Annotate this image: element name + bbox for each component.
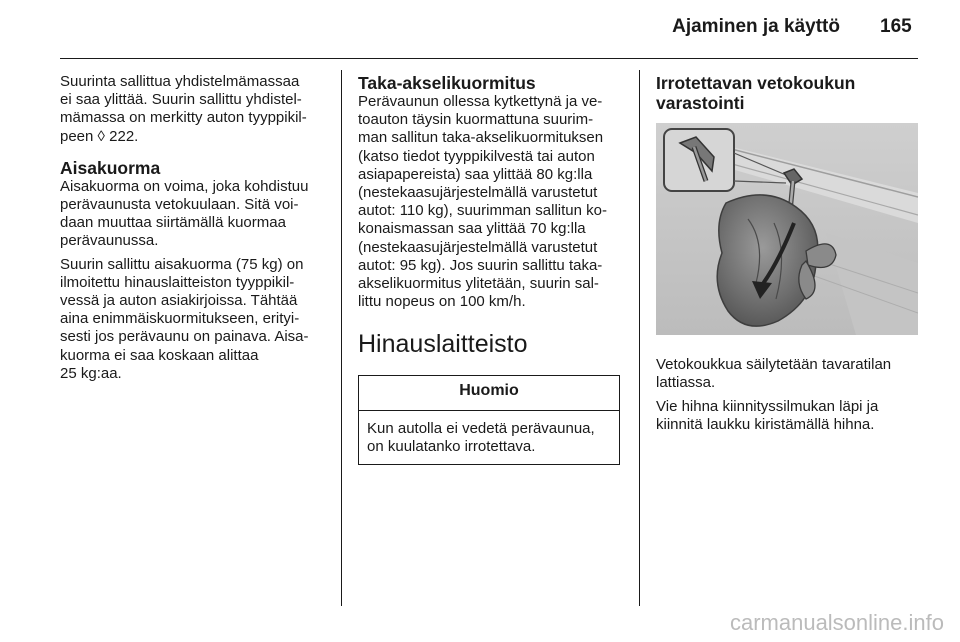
column-3 bbox=[656, 73, 921, 439]
notice-box bbox=[358, 375, 620, 465]
column-2 bbox=[358, 73, 628, 465]
watermark: carmanualsonline.info bbox=[729, 610, 944, 635]
column-divider-2 bbox=[639, 70, 640, 606]
heading-aisakuorma: Aisakuorma bbox=[60, 157, 161, 178]
header-title: Ajaminen ja käyttö bbox=[672, 16, 840, 37]
page-reference-arrow-icon: ◊ bbox=[97, 127, 105, 145]
storage-paragraph-1: Vetokoukkua säilytetään tavaratilan lattiassa. bbox=[656, 356, 892, 392]
heading-taka-akselikuormitus: Taka-akselikuormitus bbox=[358, 73, 536, 93]
column-divider-1 bbox=[341, 70, 342, 606]
aisakuorma-paragraph-1: Aisakuorma on voima, joka kohdistuu perävaunusta vetokuulaan. Sitä voi- daan muuttaa siirtämällä kuormaa perävaunussa. bbox=[60, 177, 309, 250]
column-1 bbox=[60, 73, 330, 388]
header-divider bbox=[60, 58, 918, 59]
section-heading-hinauslaitteisto: Hinauslaitteisto bbox=[358, 330, 528, 359]
towbar-storage-illustration bbox=[656, 123, 918, 335]
notice-body: Kun autolla ei vedetä perävaunua, on kuulatanko irrotettava. bbox=[367, 419, 595, 455]
notice-title: Huomio bbox=[359, 376, 619, 410]
page-number: 165 bbox=[880, 16, 912, 37]
intro-paragraph: Suurinta sallittua yhdistelmämassaa ei saa ylittää. Suurin sallittu yhdistel- mämassa on merkitty auton tyyppikil- peen ◊ 222. bbox=[60, 73, 307, 145]
heading-vetokoukun-varastointi: Irrotettavan vetokoukun varastointi bbox=[656, 73, 856, 113]
storage-paragraph-2: Vie hihna kiinnityssilmukan läpi ja kiinnitä laukku kiristämällä hihna. bbox=[656, 397, 879, 433]
taka-akseli-paragraph: Perävaunun ollessa kytkettynä ja ve- toauton täysin kuormattuna suurim- man sallitun taka-akselikuormituksen (katso tiedot tyyppikilvestä tai auton asiapapereista) saa ylittää 80 kg:lla (nestekaasujärjestelmällä varustetut autot: 110 kg), suurimman sallitun ko- konaismassan saa ylittää 70 kg:lla (nestekaasujärjestelmällä varustetut autot: 95 kg). Jos suurin sallittu taka- akselikuormitus ylitetään, suurin sal- littu nopeus on 100 km/h. bbox=[358, 93, 608, 311]
aisakuorma-paragraph-2: Suurin sallittu aisakuorma (75 kg) on ilmoitettu hinauslaitteiston tyyppikil- vessä ja auton asiakirjoissa. Tähtää aina enimmäiskuormitukseen, erityi- sesti jos perävaunu on painava. Aisa- kuorma ei saa koskaan alittaa 25 kg:aa. bbox=[60, 255, 309, 382]
